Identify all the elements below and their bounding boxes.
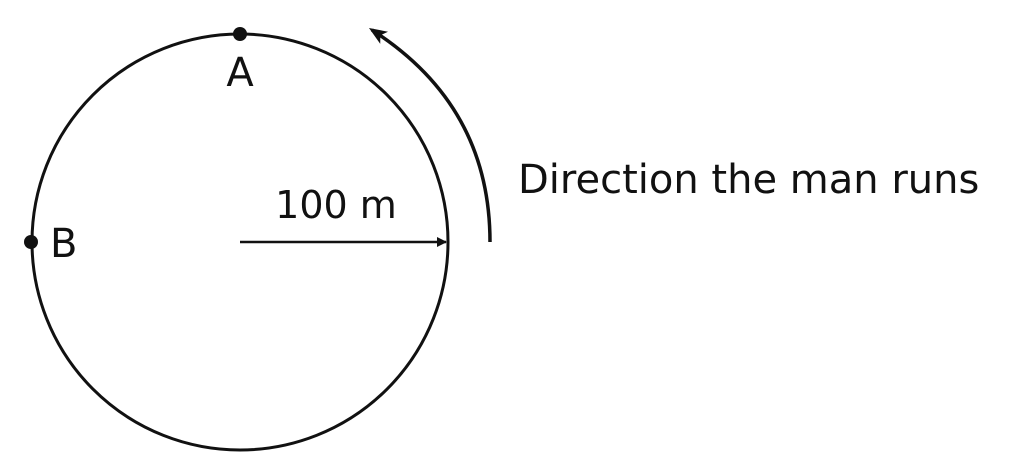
point-a-dot [233,27,247,41]
point-a-label: A [226,50,254,96]
radius-label: 100 m [275,183,397,227]
direction-label: Direction the man runs [518,157,980,203]
point-b-label: B [50,221,78,267]
point-b-dot [24,235,38,249]
